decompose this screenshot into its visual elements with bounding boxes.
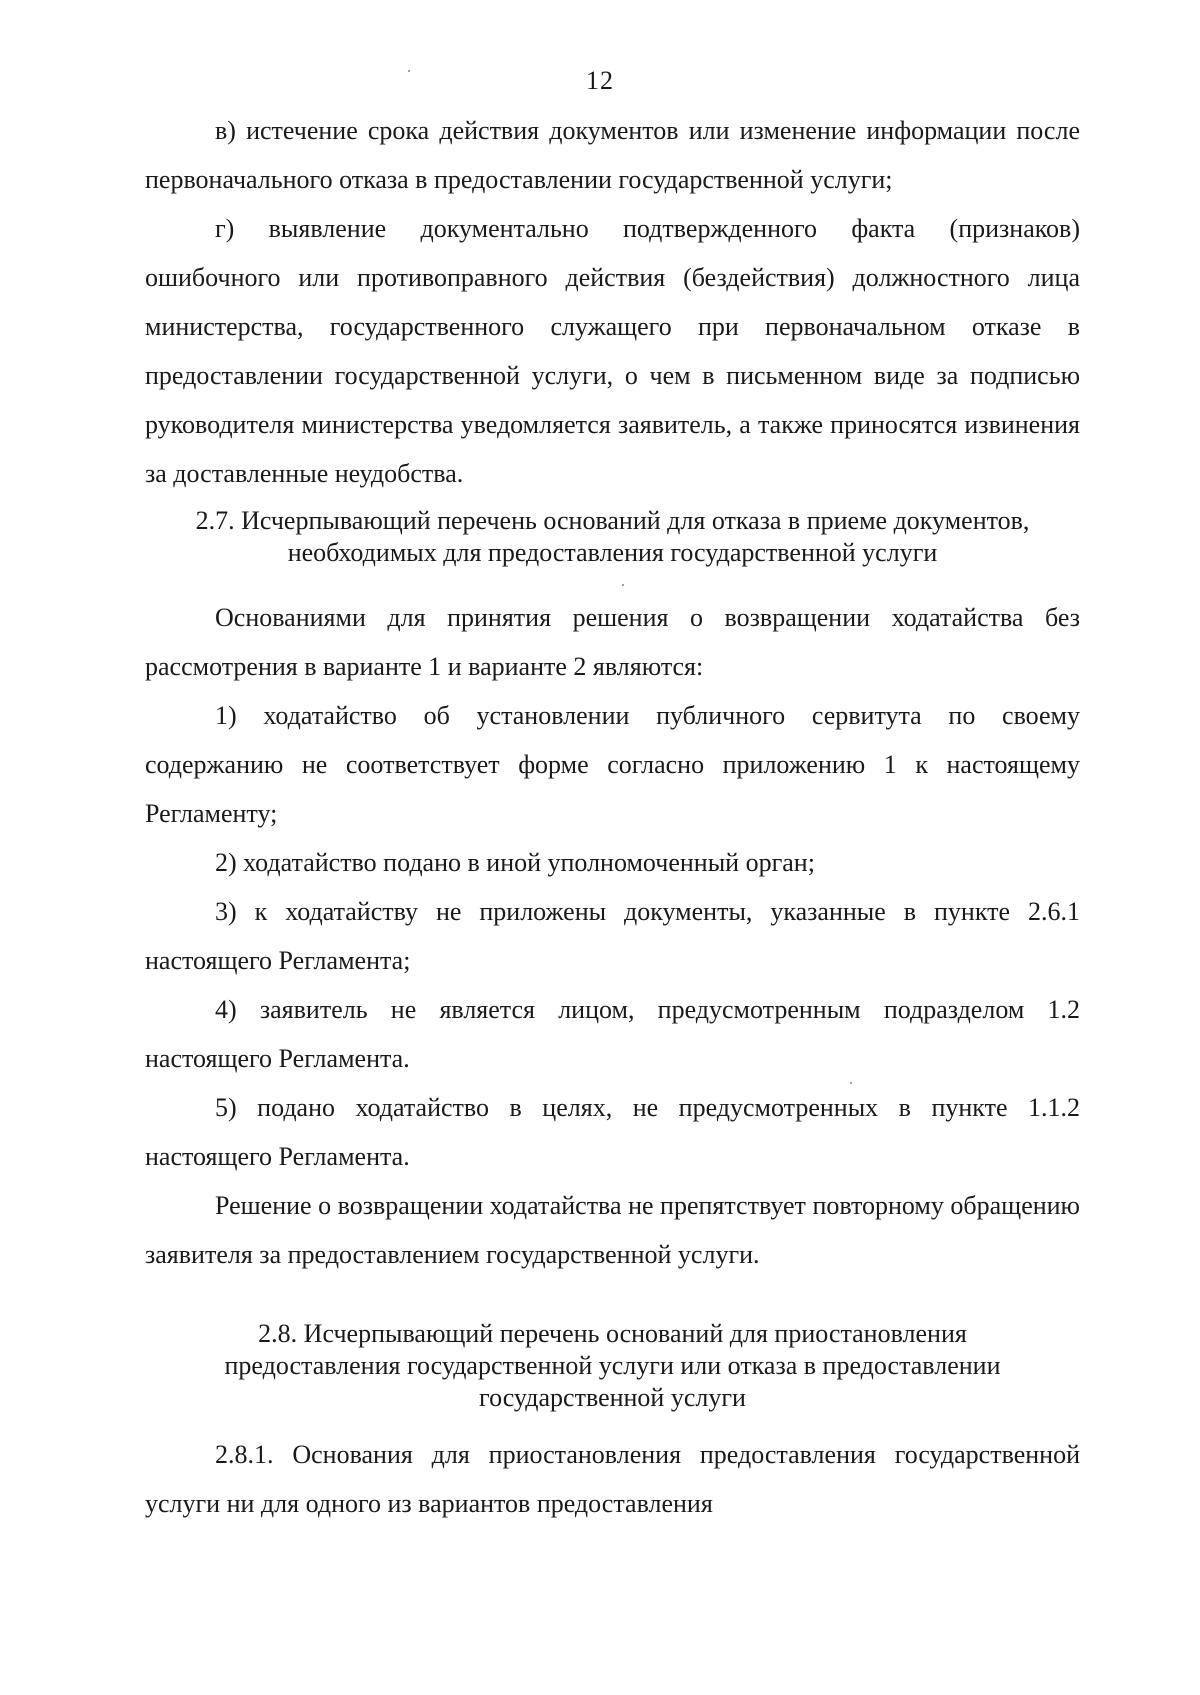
scan-speck (622, 584, 624, 586)
section-2-7-body (145, 593, 1080, 1279)
paragraph-item-g: г) выявление документально подтвержденного факта (признаков) ошибочного или противоправного действия (бездействия) должностного лица министерства, государственного служащего при первоначальном отказе в предоставлении государственной услуги, о чем в письменном виде за подписью руководителя министерства уведомляется заявитель, а также приносятся извинения за доставленные неудобства. (145, 214, 1080, 488)
continuation-block (145, 106, 1080, 498)
section-heading-line: необходимых для предоставления государственной услуги (287, 538, 938, 567)
section-heading-line: 2.8. Исчерпывающий перечень оснований для приостановления (258, 1319, 967, 1348)
paragraph-intro: Основаниями для принятия решения о возвращении ходатайства без рассмотрения в варианте 1 и варианте 2 являются: (145, 603, 1080, 681)
paragraph-item-v: в) истечение срока действия документов или изменение информации после первоначального отказа в предоставлении государственной услуги; (145, 116, 1080, 194)
list-item: 1) ходатайство об установлении публичного сервитута по своему содержанию не соответствует форме согласно приложению 1 к настоящему Регламенту; (145, 701, 1080, 828)
list-item: 2) ходатайство подано в иной уполномоченный орган; (215, 848, 815, 877)
section-2-8-heading (145, 1318, 1080, 1414)
paragraph-closing: Решение о возвращении ходатайства не препятствует повторному обращению заявителя за предоставлением государственной услуги. (145, 1191, 1080, 1269)
scan-speck (850, 1082, 852, 1084)
page-number: 12 (586, 66, 614, 95)
section-heading-line: предоставления государственной услуги или отказа в предоставлении (224, 1351, 1001, 1380)
section-2-7-heading (145, 505, 1080, 569)
section-2-8-body (145, 1430, 1080, 1528)
list-item: 4) заявитель не является лицом, предусмотренным подразделом 1.2 настоящего Регламента. (145, 995, 1080, 1073)
list-item: 3) к ходатайству не приложены документы, указанные в пункте 2.6.1 настоящего Регламента; (145, 897, 1080, 975)
paragraph-2-8-1: 2.8.1. Основания для приостановления предоставления государственной услуги ни для одного из вариантов предоставления (145, 1440, 1080, 1518)
section-heading-line: государственной услуги (479, 1383, 746, 1412)
list-item: 5) подано ходатайство в целях, не предусмотренных в пункте 1.1.2 настоящего Регламента. (145, 1093, 1080, 1171)
scan-speck (408, 70, 410, 72)
section-heading-line: 2.7. Исчерпывающий перечень оснований для отказа в приеме документов, (195, 506, 1030, 535)
